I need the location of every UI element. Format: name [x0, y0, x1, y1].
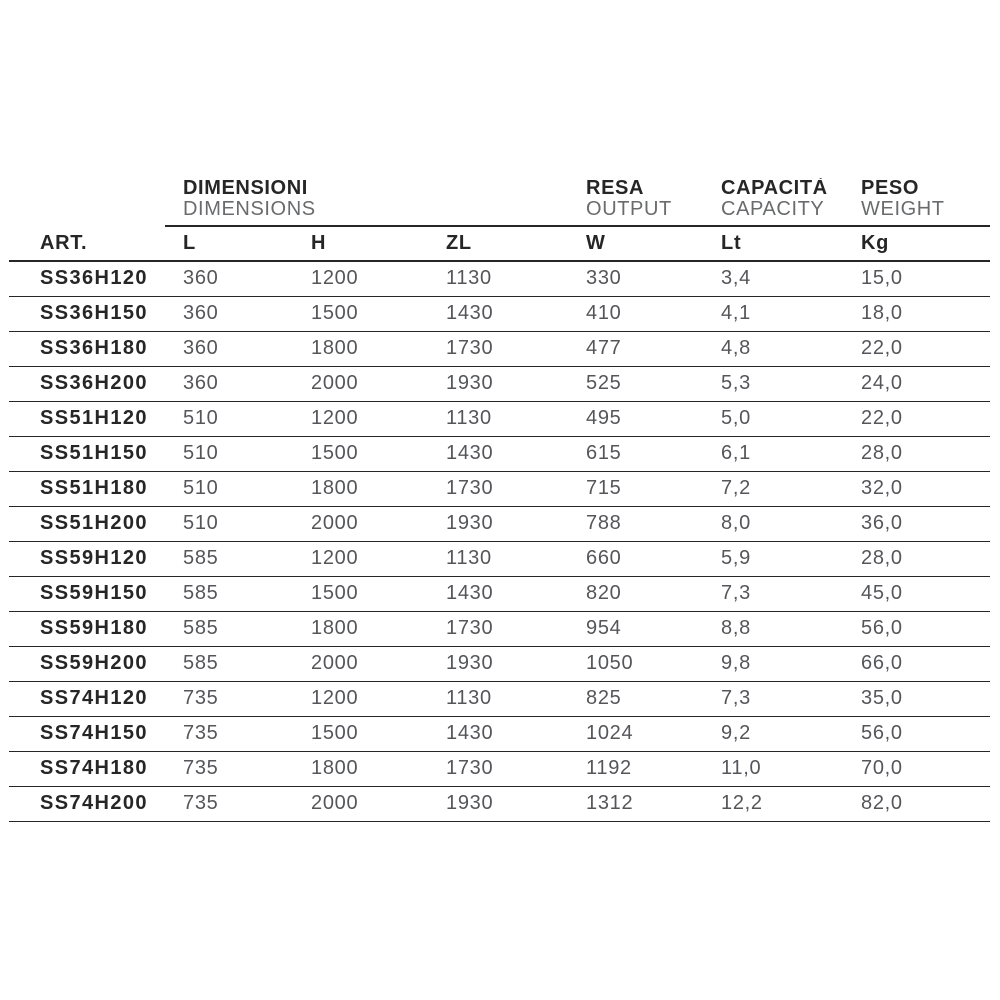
cell-weight: 18,0	[843, 296, 990, 331]
column-header-row	[9, 226, 990, 261]
cell-art-code: SS59H180	[9, 611, 165, 646]
cell-zl: 1430	[428, 296, 568, 331]
cell-length: 360	[165, 366, 293, 401]
cell-height: 2000	[293, 646, 428, 681]
cell-length: 735	[165, 751, 293, 786]
cell-output-w: 410	[568, 296, 703, 331]
cell-art-code: SS51H200	[9, 506, 165, 541]
col-header-lt: Lt	[703, 226, 843, 261]
cell-length: 585	[165, 611, 293, 646]
cell-zl: 1930	[428, 786, 568, 821]
cell-capacity: 12,2	[703, 786, 843, 821]
cell-length: 585	[165, 646, 293, 681]
group-subtitle-dimensions-en: DIMENSIONS	[183, 198, 316, 220]
cell-zl: 1130	[428, 541, 568, 576]
cell-height: 1800	[293, 751, 428, 786]
cell-zl: 1430	[428, 576, 568, 611]
cell-art-code: SS36H200	[9, 366, 165, 401]
cell-height: 1500	[293, 576, 428, 611]
col-header-zl: ZL	[428, 226, 568, 261]
cell-capacity: 3,4	[703, 261, 843, 296]
cell-weight: 15,0	[843, 261, 990, 296]
cell-capacity: 7,3	[703, 576, 843, 611]
table-row	[9, 471, 990, 506]
group-header-capacity	[703, 178, 843, 226]
table-row	[9, 646, 990, 681]
cell-output-w: 954	[568, 611, 703, 646]
cell-capacity: 5,3	[703, 366, 843, 401]
cell-length: 510	[165, 471, 293, 506]
cell-output-w: 1192	[568, 751, 703, 786]
group-header-spacer	[9, 178, 165, 226]
cell-output-w: 615	[568, 436, 703, 471]
cell-output-w: 788	[568, 506, 703, 541]
cell-weight: 56,0	[843, 611, 990, 646]
table-row	[9, 541, 990, 576]
group-header-output	[568, 178, 703, 226]
cell-output-w: 660	[568, 541, 703, 576]
table-row	[9, 786, 990, 821]
cell-capacity: 8,8	[703, 611, 843, 646]
cell-art-code: SS36H150	[9, 296, 165, 331]
cell-capacity: 4,1	[703, 296, 843, 331]
table-row	[9, 751, 990, 786]
cell-weight: 66,0	[843, 646, 990, 681]
cell-capacity: 6,1	[703, 436, 843, 471]
cell-art-code: SS51H150	[9, 436, 165, 471]
cell-height: 1500	[293, 296, 428, 331]
cell-art-code: SS51H120	[9, 401, 165, 436]
group-title-dimensions-it: DIMENSIONI	[183, 178, 308, 199]
group-subtitle-capacity-en: CAPACITY	[721, 198, 825, 220]
cell-weight: 22,0	[843, 331, 990, 366]
cell-capacity: 5,0	[703, 401, 843, 436]
cell-length: 735	[165, 786, 293, 821]
cell-length: 360	[165, 296, 293, 331]
table-row	[9, 681, 990, 716]
cell-zl: 1930	[428, 506, 568, 541]
cell-length: 510	[165, 506, 293, 541]
cell-output-w: 1050	[568, 646, 703, 681]
table-row	[9, 366, 990, 401]
cell-length: 510	[165, 401, 293, 436]
cell-art-code: SS59H150	[9, 576, 165, 611]
cell-length: 735	[165, 681, 293, 716]
cell-art-code: SS59H120	[9, 541, 165, 576]
table-row	[9, 576, 990, 611]
cell-height: 1500	[293, 436, 428, 471]
col-header-art: ART.	[9, 226, 165, 261]
cell-length: 585	[165, 541, 293, 576]
group-title-output-it: RESA	[586, 178, 644, 199]
group-header-row	[9, 178, 990, 226]
cell-zl: 1730	[428, 331, 568, 366]
group-header-dimensions	[165, 178, 568, 226]
cell-output-w: 825	[568, 681, 703, 716]
cell-capacity: 11,0	[703, 751, 843, 786]
cell-height: 1800	[293, 471, 428, 506]
cell-weight: 56,0	[843, 716, 990, 751]
table-row	[9, 296, 990, 331]
cell-height: 1800	[293, 611, 428, 646]
cell-art-code: SS74H200	[9, 786, 165, 821]
spec-table	[9, 178, 990, 822]
col-header-w: W	[568, 226, 703, 261]
cell-capacity: 9,8	[703, 646, 843, 681]
cell-length: 510	[165, 436, 293, 471]
cell-zl: 1930	[428, 366, 568, 401]
cell-height: 2000	[293, 786, 428, 821]
cell-zl: 1730	[428, 751, 568, 786]
table-row	[9, 261, 990, 296]
cell-art-code: SS36H180	[9, 331, 165, 366]
cell-weight: 82,0	[843, 786, 990, 821]
cell-capacity: 9,2	[703, 716, 843, 751]
col-header-l: L	[165, 226, 293, 261]
cell-output-w: 330	[568, 261, 703, 296]
group-header-weight	[843, 178, 990, 226]
col-header-h: H	[293, 226, 428, 261]
cell-weight: 32,0	[843, 471, 990, 506]
cell-capacity: 7,2	[703, 471, 843, 506]
cell-weight: 22,0	[843, 401, 990, 436]
col-header-kg: Kg	[843, 226, 990, 261]
cell-height: 1500	[293, 716, 428, 751]
cell-height: 1200	[293, 401, 428, 436]
table-row	[9, 436, 990, 471]
cell-art-code: SS36H120	[9, 261, 165, 296]
cell-capacity: 5,9	[703, 541, 843, 576]
cell-zl: 1730	[428, 471, 568, 506]
cell-art-code: SS74H120	[9, 681, 165, 716]
cell-output-w: 1312	[568, 786, 703, 821]
cell-output-w: 1024	[568, 716, 703, 751]
cell-zl: 1430	[428, 436, 568, 471]
cell-weight: 35,0	[843, 681, 990, 716]
cell-length: 360	[165, 331, 293, 366]
cell-art-code: SS59H200	[9, 646, 165, 681]
cell-capacity: 4,8	[703, 331, 843, 366]
cell-zl: 1130	[428, 681, 568, 716]
cell-height: 1200	[293, 261, 428, 296]
cell-zl: 1730	[428, 611, 568, 646]
cell-height: 2000	[293, 366, 428, 401]
cell-capacity: 7,3	[703, 681, 843, 716]
cell-zl: 1130	[428, 401, 568, 436]
cell-output-w: 477	[568, 331, 703, 366]
cell-weight: 70,0	[843, 751, 990, 786]
cell-height: 1200	[293, 681, 428, 716]
cell-output-w: 495	[568, 401, 703, 436]
group-subtitle-output-en: OUTPUT	[586, 198, 672, 220]
cell-length: 585	[165, 576, 293, 611]
cell-weight: 24,0	[843, 366, 990, 401]
table-body	[9, 261, 990, 821]
table-row	[9, 506, 990, 541]
group-title-capacity-it: CAPACITÀ	[721, 178, 828, 199]
cell-weight: 36,0	[843, 506, 990, 541]
cell-capacity: 8,0	[703, 506, 843, 541]
cell-length: 735	[165, 716, 293, 751]
cell-zl: 1130	[428, 261, 568, 296]
cell-height: 1200	[293, 541, 428, 576]
cell-output-w: 820	[568, 576, 703, 611]
cell-zl: 1430	[428, 716, 568, 751]
cell-art-code: SS51H180	[9, 471, 165, 506]
cell-art-code: SS74H180	[9, 751, 165, 786]
cell-weight: 28,0	[843, 541, 990, 576]
cell-zl: 1930	[428, 646, 568, 681]
cell-art-code: SS74H150	[9, 716, 165, 751]
cell-height: 2000	[293, 506, 428, 541]
cell-output-w: 525	[568, 366, 703, 401]
group-title-weight-it: PESO	[861, 178, 920, 199]
table-row	[9, 716, 990, 751]
table-row	[9, 401, 990, 436]
cell-length: 360	[165, 261, 293, 296]
cell-output-w: 715	[568, 471, 703, 506]
cell-weight: 45,0	[843, 576, 990, 611]
cell-weight: 28,0	[843, 436, 990, 471]
table-row	[9, 331, 990, 366]
group-subtitle-weight-en: WEIGHT	[861, 198, 945, 220]
cell-height: 1800	[293, 331, 428, 366]
table-row	[9, 611, 990, 646]
